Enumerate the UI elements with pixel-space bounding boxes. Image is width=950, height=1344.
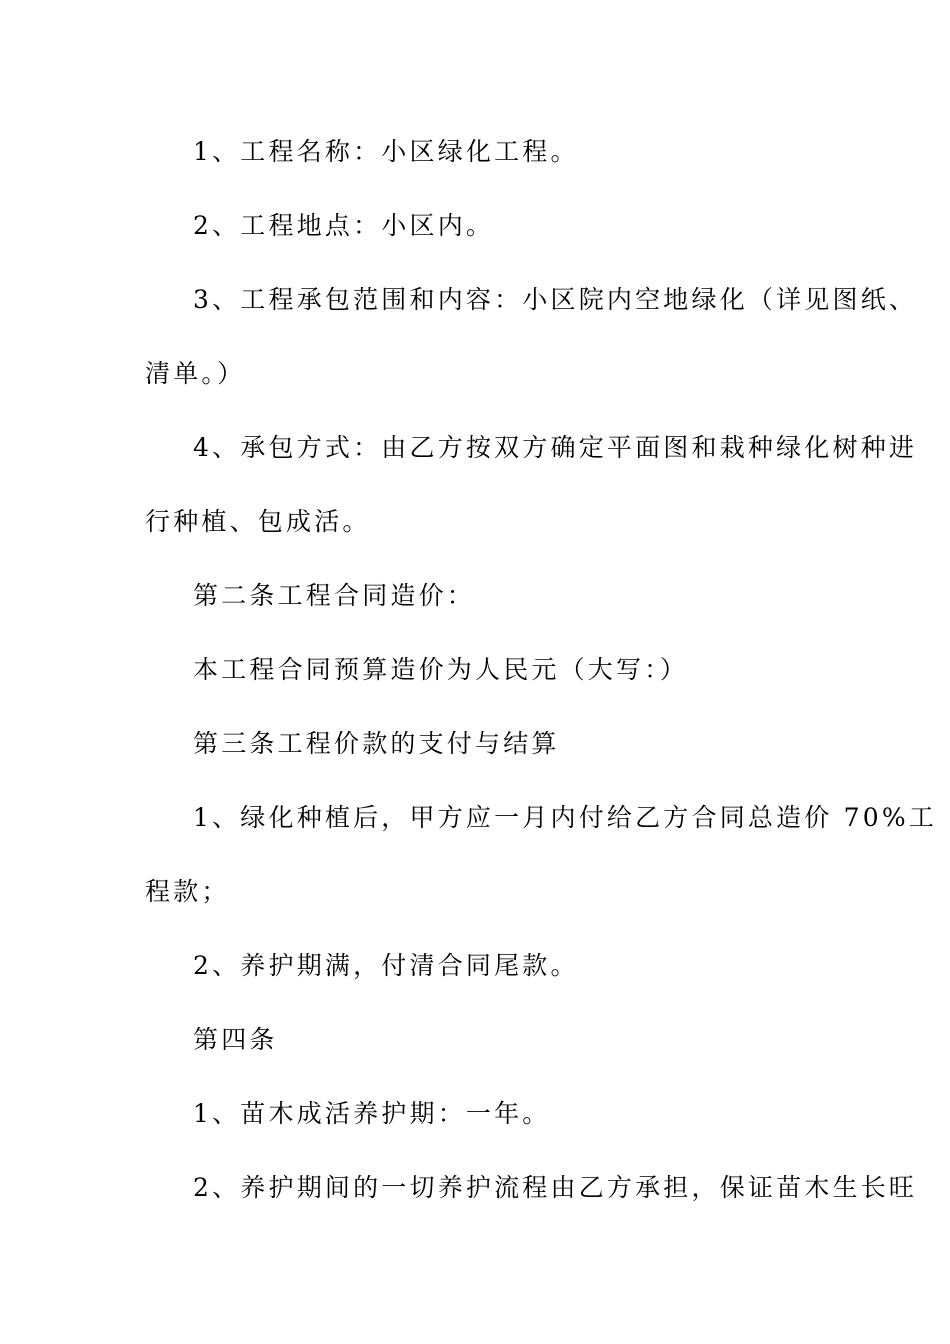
clause-method-line-1: 4、承包方式：由乙方按双方确定平面图和栽种绿化树种进 (193, 433, 918, 462)
article-four-heading: 第四条 (193, 1025, 278, 1054)
maintenance-period-clause: 1、苗木成活养护期：一年。 (193, 1099, 551, 1128)
clause-scope-line-1: 3、工程承包范围和内容：小区院内空地绿化（详见图纸、 (193, 285, 918, 314)
clause-project-name: 1、工程名称：小区绿化工程。 (193, 137, 579, 166)
clause-scope-line-2: 清单。） (145, 359, 246, 388)
maintenance-responsibility-clause: 2、养护期间的一切养护流程由乙方承担，保证苗木生长旺 (193, 1173, 918, 1202)
article-three-heading: 第三条工程价款的支付与结算 (193, 729, 560, 758)
clause-method-line-2: 行种植、包成活。 (145, 507, 371, 536)
clause-project-location: 2、工程地点：小区内。 (193, 211, 495, 240)
final-payment-clause: 2、养护期满，付清合同尾款。 (193, 951, 579, 980)
payment-clause-line-2: 程款； (145, 877, 230, 906)
article-two-heading: 第二条工程合同造价： (193, 581, 476, 610)
payment-clause-line-1: 1、绿化种植后，甲方应一月内付给乙方合同总造价 70%工 (193, 803, 938, 832)
budget-price-text: 本工程合同预算造价为人民元（大写：） (193, 655, 689, 684)
